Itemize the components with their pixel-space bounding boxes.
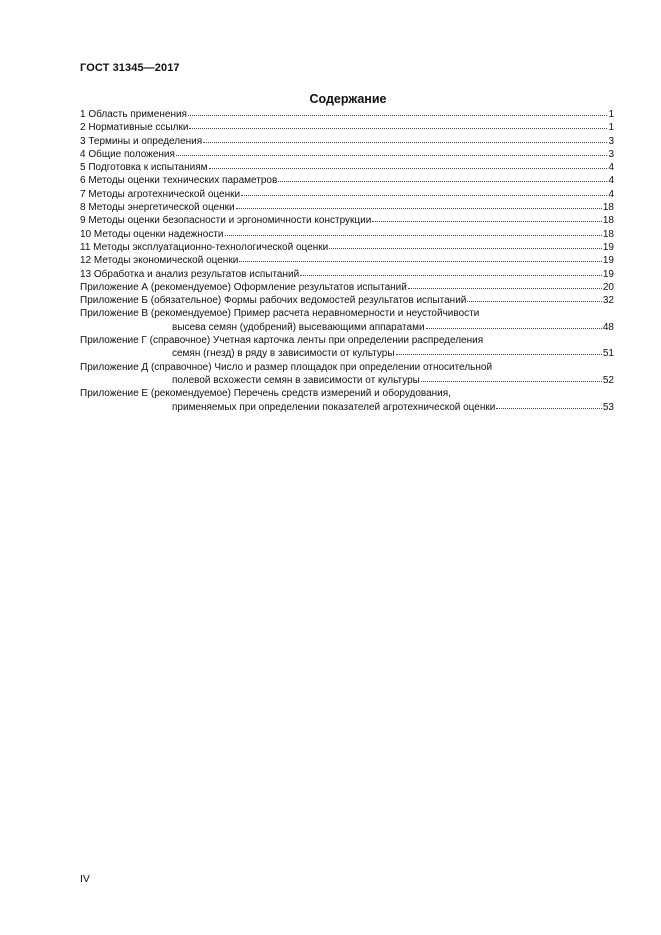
dot-leader (176, 155, 608, 156)
toc-entry[interactable] (80, 174, 614, 187)
toc-entry[interactable] (80, 281, 614, 294)
toc-entry-title: 5 Подготовка к испытаниям (80, 162, 208, 174)
toc-entry[interactable] (80, 387, 614, 400)
toc-entry[interactable] (80, 321, 614, 334)
toc-entry-title: 7 Методы агротехнической оценки (80, 188, 241, 200)
dot-leader (396, 354, 602, 355)
toc-entry-title: Приложение Г (справочное) Учетная карточка ленты при определении распределения (80, 335, 484, 347)
toc-entry[interactable] (80, 374, 614, 387)
toc-entry-title: Приложение Е (рекомендуемое) Перечень средств измерений и оборудования, (80, 388, 451, 400)
dot-leader (372, 221, 602, 222)
toc-entry[interactable] (80, 401, 614, 414)
toc-entry-page: 51 (602, 348, 614, 360)
toc-entry-page: 1 (608, 122, 614, 134)
toc-entry-title: 3 Термины и определения (80, 135, 203, 147)
dot-leader (421, 381, 602, 382)
toc-entry[interactable] (80, 188, 614, 201)
document-code: ГОСТ 31345—2017 (80, 62, 180, 74)
toc-entry[interactable] (80, 161, 614, 174)
toc-entry-title: Приложение Б (обязательное) Формы рабочих ведомостей результатов испытаний (80, 295, 467, 307)
toc-entry[interactable] (80, 241, 614, 254)
toc-entry[interactable] (80, 108, 614, 121)
toc-entry-page: 4 (608, 162, 614, 174)
dot-leader (239, 261, 602, 262)
dot-leader (209, 168, 608, 169)
toc-entry[interactable] (80, 228, 614, 241)
dot-leader (426, 328, 602, 329)
toc-entry-title: 13 Обработка и анализ результатов испытаний (80, 268, 300, 280)
toc-entry-page: 18 (602, 215, 614, 227)
toc-entry-page: 19 (602, 255, 614, 267)
dot-leader (188, 115, 607, 116)
toc-title: Содержание (309, 92, 387, 106)
toc-entry-page: 32 (602, 295, 614, 307)
toc-entry-page: 18 (602, 228, 614, 240)
toc-entry[interactable] (80, 148, 614, 161)
toc-entry-title: 4 Общие положения (80, 148, 175, 160)
toc-entry-title: полевой всхожести семян в зависимости от культуры (172, 374, 420, 386)
toc-entry-title: высева семян (удобрений) высевающими аппаратами (172, 321, 425, 333)
toc-entry[interactable] (80, 334, 614, 347)
page-number: IV (80, 873, 90, 885)
toc-entry-title: Приложение А (рекомендуемое) Оформление результатов испытаний (80, 281, 407, 293)
toc-entry[interactable] (80, 135, 614, 148)
toc-entry-title: Приложение Д (справочное) Число и размер площадок при определении относительной (80, 361, 493, 373)
toc-entry-page: 19 (602, 268, 614, 280)
toc-entry-title: 1 Область применения (80, 109, 187, 120)
dot-leader (278, 181, 607, 182)
toc-entry-title: Приложение В (рекомендуемое) Пример расчета неравномерности и неустойчивости (80, 308, 480, 320)
toc-entry[interactable] (80, 268, 614, 281)
table-of-contents (80, 108, 614, 414)
toc-entry-page: 48 (602, 321, 614, 333)
toc-entry-title: 10 Методы оценки надежности (80, 228, 224, 240)
toc-entry[interactable] (80, 361, 614, 374)
dot-leader (408, 288, 602, 289)
toc-entry-title: семян (гнезд) в ряду в зависимости от культуры (172, 348, 395, 360)
dot-leader (203, 142, 607, 143)
toc-entry-page: 53 (602, 401, 614, 413)
toc-entry-page: 3 (608, 148, 614, 160)
toc-entry-title: 11 Методы эксплуатационно-технологической оценки (80, 241, 329, 253)
dot-leader (496, 408, 602, 409)
toc-entry[interactable] (80, 294, 614, 307)
toc-entry-page: 4 (608, 175, 614, 187)
toc-entry-page: 19 (602, 241, 614, 253)
dot-leader (329, 248, 602, 249)
toc-entry-page: 20 (602, 281, 614, 293)
dot-leader (225, 235, 602, 236)
toc-entry-title: 8 Методы энергетической оценки (80, 202, 235, 214)
toc-entry[interactable] (80, 121, 614, 134)
dot-leader (241, 195, 607, 196)
dot-leader (236, 208, 602, 209)
dot-leader (300, 275, 602, 276)
toc-entry-page: 3 (608, 135, 614, 147)
toc-entry[interactable] (80, 307, 614, 320)
toc-entry-page: 52 (602, 374, 614, 386)
toc-entry-page: 18 (602, 202, 614, 214)
toc-entry-title: 2 Нормативные ссылки (80, 122, 189, 134)
toc-entry[interactable] (80, 214, 614, 227)
dot-leader (189, 128, 607, 129)
toc-entry-title: 9 Методы оценки безопасности и эргономичности конструкции (80, 215, 372, 227)
toc-entry-title: 6 Методы оценки технических параметров (80, 175, 278, 187)
toc-entry-title: 12 Методы экономической оценки (80, 255, 239, 267)
toc-entry-page: 4 (608, 188, 614, 200)
toc-entry-page: 1 (608, 109, 614, 120)
dot-leader (467, 301, 602, 302)
toc-entry[interactable] (80, 201, 614, 214)
toc-entry-title: применяемых при определении показателей агротехнической оценки (172, 401, 496, 413)
toc-entry[interactable] (80, 347, 614, 360)
toc-entry[interactable] (80, 254, 614, 267)
